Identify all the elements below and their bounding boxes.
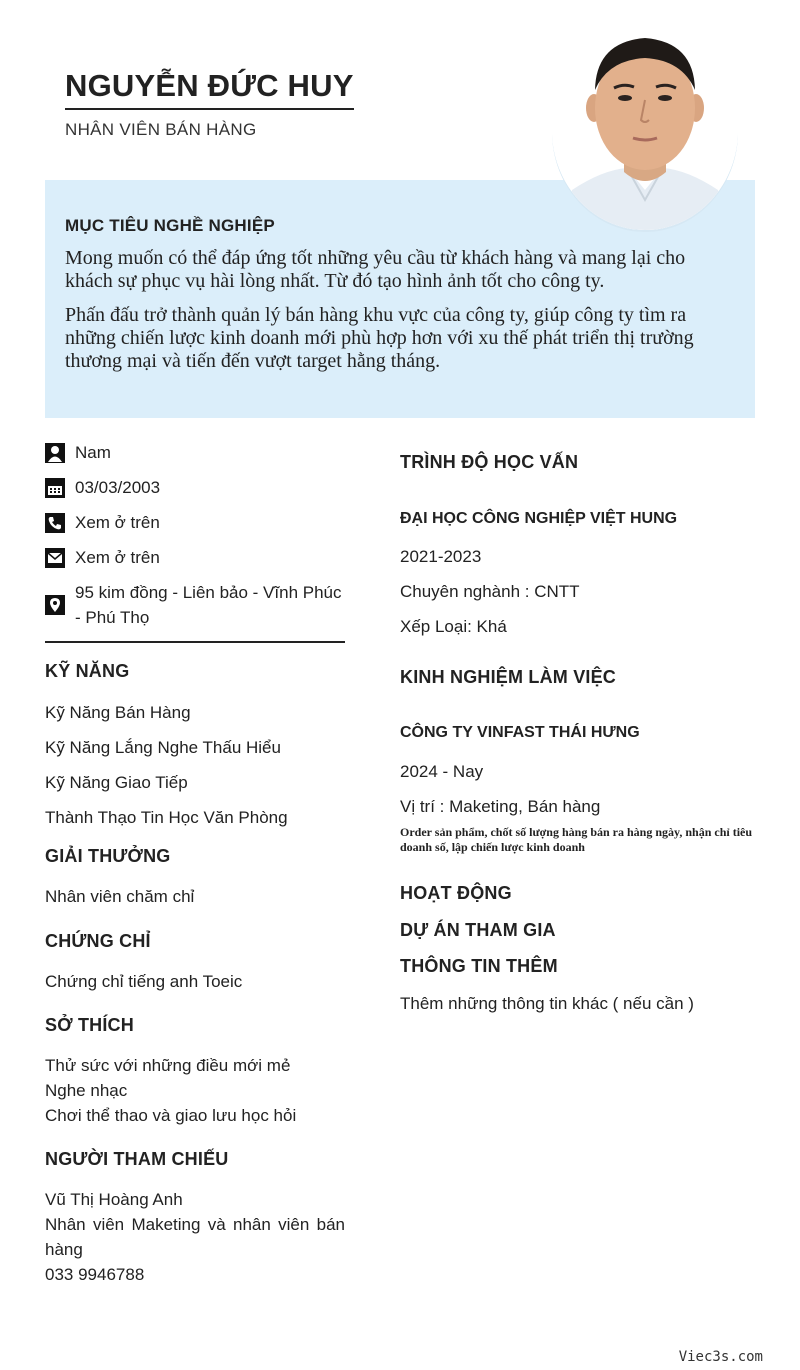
skill-item: Kỹ Năng Bán Hàng (45, 703, 191, 722)
job-title: NHÂN VIÊN BÁN HÀNG (65, 120, 257, 139)
gender-value: Nam (75, 443, 111, 462)
education-period: 2021-2023 (400, 547, 482, 566)
phone-icon (45, 513, 65, 533)
address-row (45, 580, 345, 630)
experience-description: Order sản phẩm, chốt số lượng hàng bán ra hàng ngày, nhận chỉ tiêu doanh số, lập chiến lược kinh doanh (400, 825, 753, 854)
experience-title: KINH NGHIỆM LÀM VIỆC (400, 667, 617, 687)
right-column (400, 452, 755, 1016)
education-title: TRÌNH ĐỘ HỌC VẤN (400, 452, 579, 472)
skill-item: Thành Thạo Tin Học Văn Phòng (45, 808, 288, 827)
profile-photo (552, 30, 738, 230)
email-value: Xem ở trên (75, 548, 160, 567)
watermark: Viec3s.com (678, 1349, 763, 1365)
certificates-title: CHỨNG CHỈ (45, 931, 151, 951)
objective-paragraph: Phấn đấu trở thành quản lý bán hàng khu vực của công ty, giúp công ty tìm ra những chiến lược kinh doanh mới phù hợp hơn với xu thế phát triển thị trường thương mại và tiến đến vượt target hằng tháng. (65, 304, 694, 372)
objective-title: MỤC TIÊU NGHỀ NGHIỆP (65, 216, 275, 235)
person-icon (45, 443, 65, 463)
additional-title: THÔNG TIN THÊM (400, 956, 558, 976)
experience-period: 2024 - Nay (400, 762, 484, 781)
divider (45, 641, 345, 643)
phone-value: Xem ở trên (75, 513, 160, 532)
hobbies-title: SỞ THÍCH (45, 1015, 134, 1035)
reference-phone: 033 9946788 (45, 1265, 145, 1284)
candidate-name: NGUYỄN ĐỨC HUY (65, 68, 354, 110)
experience-company: CÔNG TY VINFAST THÁI HƯNG (400, 724, 640, 741)
award-item: Nhân viên chăm chỉ (45, 887, 195, 906)
calendar-icon (45, 478, 65, 498)
projects-title: DỰ ÁN THAM GIA (400, 920, 556, 940)
awards-title: GIẢI THƯỞNG (45, 846, 171, 866)
phone-row (45, 510, 345, 535)
objective-paragraph: Mong muốn có thể đáp ứng tốt những yêu cầu từ khách hàng và mang lại cho khách sự phục vụ hài lòng nhất. Từ đó tạo hình ảnh tốt cho công ty. (65, 247, 686, 292)
hobby-item: Nghe nhạc (45, 1081, 128, 1100)
activities-title: HOẠT ĐỘNG (400, 883, 512, 903)
additional-text: Thêm những thông tin khác ( nếu cần ) (400, 994, 694, 1013)
skills-title: KỸ NĂNG (45, 661, 130, 681)
reference-position: Nhân viên Maketing và nhân viên bán hàng (45, 1215, 345, 1259)
education-rank: Xếp Loại: Khá (400, 617, 507, 636)
birthday-value: 03/03/2003 (75, 478, 161, 497)
education-school: ĐẠI HỌC CÔNG NGHIỆP VIỆT HUNG (400, 510, 678, 527)
location-icon (45, 595, 65, 615)
skill-item: Kỹ Năng Giao Tiếp (45, 773, 188, 792)
address-value: 95 kim đồng - Liên bảo - Vĩnh Phúc - Phú Thọ (75, 583, 342, 627)
references-title: NGƯỜI THAM CHIẾU (45, 1149, 229, 1169)
certificate-item: Chứng chỉ tiếng anh Toeic (45, 972, 243, 991)
reference-name: Vũ Thị Hoàng Anh (45, 1190, 183, 1209)
hobby-item: Thử sức với những điều mới mẻ (45, 1056, 291, 1075)
left-column (45, 440, 345, 1287)
hobby-item: Chơi thể thao và giao lưu học hỏi (45, 1106, 297, 1125)
experience-role: Vị trí : Maketing, Bán hàng (400, 797, 601, 816)
birthday-row (45, 475, 345, 500)
email-icon (45, 548, 65, 568)
skill-item: Kỹ Năng Lắng Nghe Thấu Hiểu (45, 738, 281, 757)
education-major: Chuyên nghành : CNTT (400, 582, 580, 601)
email-row (45, 545, 345, 570)
gender-row (45, 440, 345, 465)
